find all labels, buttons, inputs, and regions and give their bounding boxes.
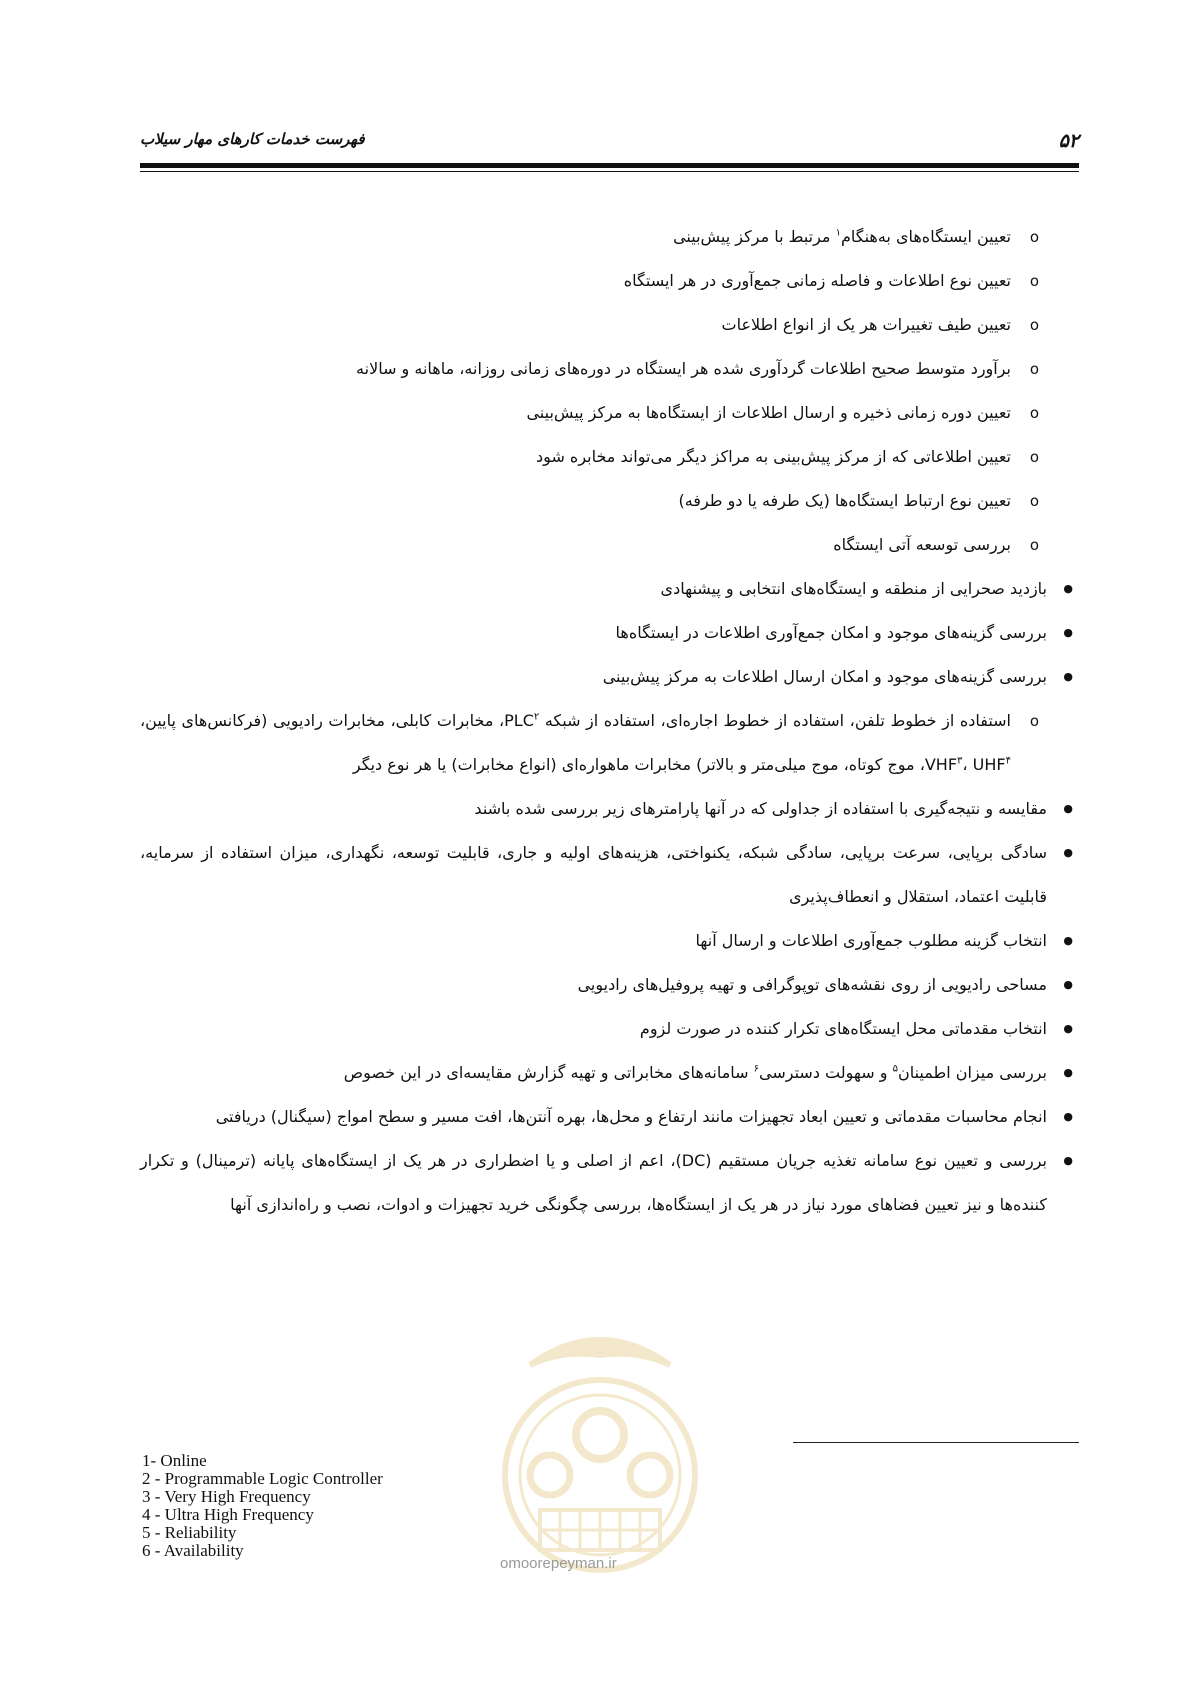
- circle-marker: o: [1029, 272, 1039, 290]
- footnote-item: 4 - Ultra High Frequency: [142, 1505, 314, 1524]
- bullet-marker: ●: [1063, 1022, 1073, 1035]
- circle-marker: o: [1029, 492, 1039, 510]
- item-text: برآورد متوسط صحیح اطلاعات گردآوری شده هر ایستگاه در دوره‌های زمانی روزانه، ماهانه و سالانه: [356, 359, 1011, 378]
- bullet-marker: ●: [1063, 1110, 1073, 1123]
- item-text: تعیین نوع اطلاعات و فاصله زمانی جمع‌آوری در هر ایستگاه: [623, 271, 1011, 290]
- footnote-ref[interactable]: ۱: [835, 227, 841, 239]
- sub-bullet-item: [140, 347, 1079, 391]
- item-text: ، UHF: [962, 755, 1006, 774]
- item-text: ، مخابرات کابلی، مخابرات رادیویی (فرکانس‌های پایین، VHF: [140, 711, 958, 774]
- item-text: بررسی توسعه آتی ایستگاه: [833, 535, 1011, 554]
- sub-bullet-item: [140, 303, 1079, 347]
- circle-marker: o: [1029, 448, 1039, 466]
- sub-bullet-item: [140, 479, 1079, 523]
- sub-bullet-item: [140, 215, 1079, 259]
- footnote-ref[interactable]: ۶: [753, 1063, 760, 1075]
- footnote-ref[interactable]: ۲: [533, 711, 540, 723]
- sub-bullet-item: [140, 391, 1079, 435]
- footnote-ref[interactable]: ۵: [892, 1063, 898, 1075]
- sub-bullet-item: [140, 523, 1079, 567]
- item-text: تعیین نوع ارتباط ایستگاه‌ها (یک طرفه یا دو طرفه): [678, 491, 1011, 510]
- item-text: انتخاب گزینه مطلوب جمع‌آوری اطلاعات و ارسال آنها: [695, 931, 1047, 950]
- footnote-ref[interactable]: ۴: [1005, 755, 1011, 767]
- item-text: مرتبط با مرکز پیش‌بینی: [673, 227, 836, 246]
- page-header: [140, 130, 1079, 160]
- item-text: سادگی برپایی، سرعت برپایی، سادگی شبکه، یکنواختی، هزینه‌های اولیه و جاری، قابلیت توسعه، نگهداری، میزان استفاده از سرمایه، قابلیت اعتماد، استقلال و انعطاف‌پذیری: [140, 843, 1047, 906]
- item-text: بررسی گزینه‌های موجود و امکان ارسال اطلاعات به مرکز پیش‌بینی: [602, 667, 1047, 686]
- bullet-item: [140, 655, 1079, 699]
- bullet-marker: ●: [1063, 978, 1073, 991]
- footnote-ref[interactable]: ۳: [957, 755, 963, 767]
- bullet-marker: ●: [1063, 1066, 1073, 1079]
- item-text: و سهولت دسترسی: [759, 1063, 893, 1082]
- item-text: تعیین ایستگاه‌های به‌هنگام: [840, 227, 1011, 246]
- item-text: تعیین طیف تغییرات هر یک از انواع اطلاعات: [721, 315, 1011, 334]
- footnote-item: 3 - Very High Frequency: [142, 1487, 311, 1506]
- circle-marker: o: [1029, 228, 1039, 246]
- footnote-item: 6 - Availability: [142, 1541, 244, 1560]
- item-text: انتخاب مقدماتی محل ایستگاه‌های تکرار کننده در صورت لزوم: [639, 1019, 1047, 1038]
- circle-marker: o: [1029, 536, 1039, 554]
- circle-marker: o: [1029, 404, 1039, 422]
- header-rule: [140, 163, 1079, 168]
- bullet-item: [140, 963, 1079, 1007]
- sub-bullet-item: [140, 699, 1079, 787]
- running-title: فهرست خدمات کارهای مهار سیلاب: [140, 130, 365, 148]
- bullet-marker: ●: [1063, 934, 1073, 947]
- bullet-marker: ●: [1063, 626, 1073, 639]
- footnote-item: 2 - Programmable Logic Controller: [142, 1469, 383, 1488]
- item-text: سامانه‌های مخابراتی و تهیه گزارش مقایسه‌ای در این خصوص: [343, 1063, 754, 1082]
- bullet-marker: ●: [1063, 802, 1073, 815]
- watermark-url: omoorepeyman.ir: [500, 1555, 617, 1572]
- footnote-item: 1- Online: [142, 1451, 207, 1470]
- bullet-item: [140, 1139, 1079, 1227]
- item-text: بررسی و تعیین نوع سامانه تغذیه جریان مستقیم (DC)، اعم از اصلی و یا اضطراری در هر یک از ایستگاه‌های پایانه (ترمینال) و تکرار کننده‌ها و نیز تعیین فضاهای مورد نیاز در هر یک از ایستگاه‌ها، بررسی چگونگی خرید تجهیزات و ادوات، نصب و راه‌اندازی آنها: [140, 1151, 1048, 1214]
- item-text: بررسی گزینه‌های موجود و امکان جمع‌آوری اطلاعات در ایستگاه‌ها: [615, 623, 1047, 642]
- item-text: مساحی رادیویی از روی نقشه‌های توپوگرافی و تهیه پروفیل‌های رادیویی: [577, 975, 1047, 994]
- header-rule-thin: [140, 171, 1079, 172]
- footnotes: [142, 1452, 383, 1560]
- footnote-rule: [793, 1442, 1079, 1443]
- item-text: ، موج کوتاه، موج میلی‌متر و بالاتر) مخابرات ماهواره‌ای (انواع مخابرات) یا هر نوع دیگر: [352, 755, 925, 774]
- bullet-item: [140, 787, 1079, 831]
- item-text: مقایسه و نتیجه‌گیری با استفاده از جداولی که در آنها پارامترهای زیر بررسی شده باشند: [474, 799, 1047, 818]
- circle-marker: o: [1029, 360, 1039, 378]
- item-text: تعیین دوره زمانی ذخیره و ارسال اطلاعات از ایستگاه‌ها به مرکز پیش‌بینی: [526, 403, 1011, 422]
- body-text: [140, 215, 1079, 1227]
- bullet-marker: ●: [1063, 846, 1073, 859]
- circle-marker: o: [1029, 316, 1039, 334]
- bullet-item: [140, 1051, 1079, 1095]
- bullet-item: [140, 919, 1079, 963]
- sub-bullet-item: [140, 435, 1079, 479]
- bullet-marker: ●: [1063, 582, 1073, 595]
- bullet-item: [140, 1095, 1079, 1139]
- bullet-item: [140, 567, 1079, 611]
- sub-bullet-item: [140, 259, 1079, 303]
- bullet-marker: ●: [1063, 1154, 1073, 1167]
- item-text: بررسی میزان اطمینان: [897, 1063, 1047, 1082]
- item-text: انجام محاسبات مقدماتی و تعیین ابعاد تجهیزات مانند ارتفاع و محل‌ها، بهره آنتن‌ها، افت مسیر و سطح امواج (سیگنال) دریافتی: [215, 1107, 1047, 1126]
- item-text: تعیین اطلاعاتی که از مرکز پیش‌بینی به مراکز دیگر می‌تواند مخابره شود: [536, 447, 1011, 466]
- page-number: ۵۲: [1058, 130, 1079, 152]
- bullet-item: [140, 1007, 1079, 1051]
- footnote-item: 5 - Reliability: [142, 1523, 237, 1542]
- item-text: استفاده از خطوط تلفن، استفاده از خطوط اجاره‌ای، استفاده از شبکه PLC: [504, 711, 1012, 730]
- item-text: بازدید صحرایی از منطقه و ایستگاه‌های انتخابی و پیشنهادی: [660, 579, 1047, 598]
- bullet-marker: ●: [1063, 670, 1073, 683]
- bullet-item: [140, 611, 1079, 655]
- circle-marker: o: [1029, 712, 1039, 730]
- bullet-item: [140, 831, 1079, 919]
